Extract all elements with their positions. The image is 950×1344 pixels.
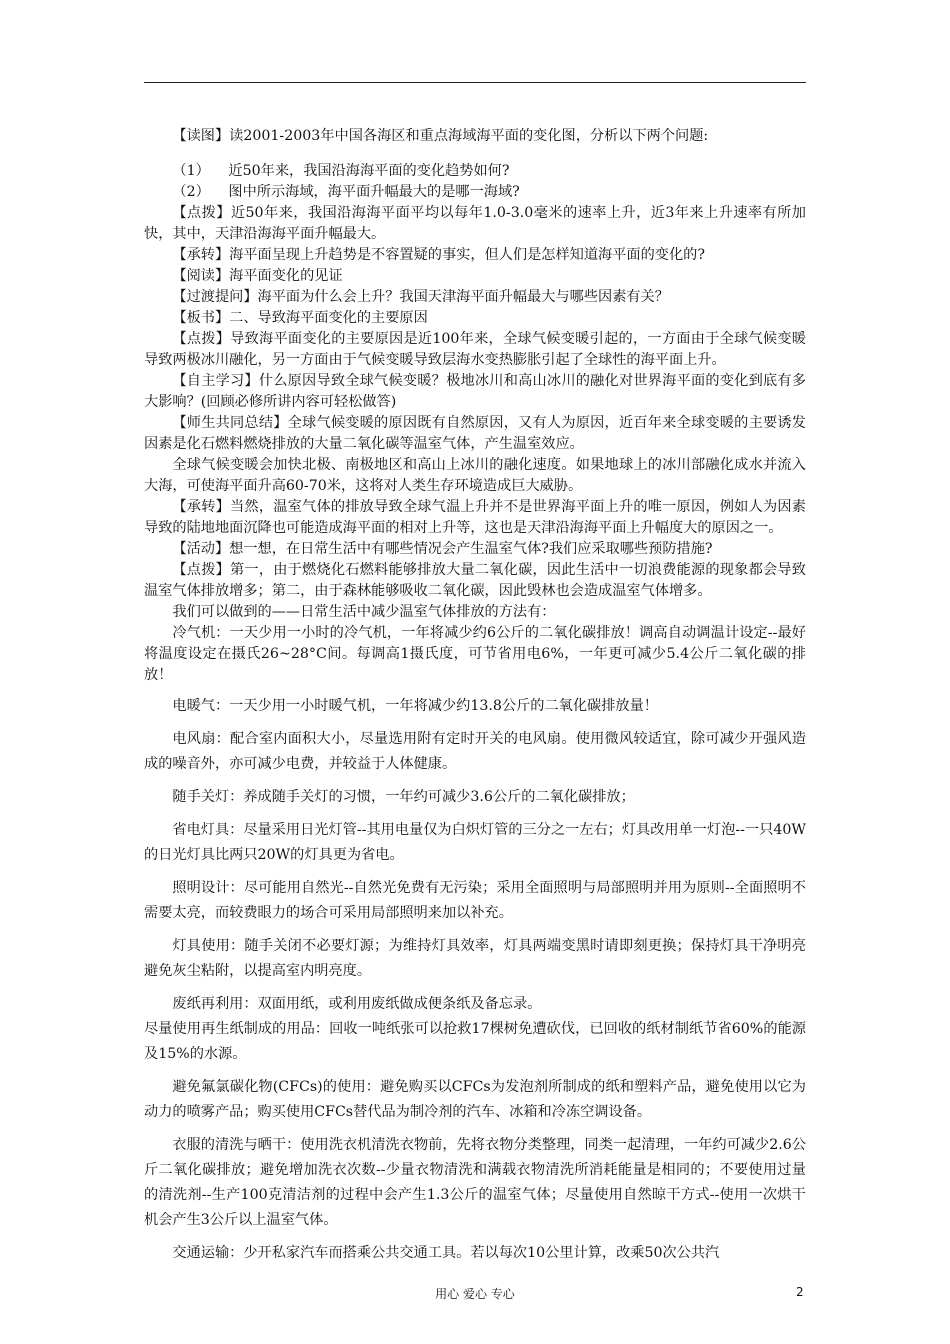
paragraph-board: 【板书】二、导致海平面变化的主要原因	[172, 310, 428, 326]
paragraph-lighting-design: 照明设计：尽可能用自然光--自然光免费有无污染；采用全面照明与局部照明并用为原则--全面照明不需要太亮，而较费眼力的场合可采用局部照明来加以补充。	[144, 880, 806, 921]
question-1-number: （1）	[172, 163, 210, 179]
paragraph-read-chart: 【读图】读2001-2003年中国各海区和重点海域海平面的变化图，分析以下两个问题:	[172, 128, 709, 144]
paragraph-heater: 电暖气：一天少用一小时暖气机，一年将减少约13.8公斤的二氧化碳排放量！	[172, 698, 658, 714]
paragraph-hint-2: 【点拨】导致海平面变化的主要原因是近100年来，全球气候变暖引起的，一方面由于全球气候变暖导致两极冰川融化，另一方面由于气候变暖导致层海水变热膨胀引起了全球性的海平面上升。	[144, 331, 806, 368]
paragraph-cfcs: 避免氟氯碳化物(CFCs)的使用：避免购买以CFCs为发泡剂所制成的纸和塑料产品，避免使用以它为动力的喷雾产品；购买使用CFCs替代品为制冷剂的汽车、冰箱和冷冻空调设备。	[144, 1079, 806, 1120]
header-rule	[144, 82, 806, 83]
paragraph-lamp-usage: 灯具使用：随手关闭不必要灯源；为维持灯具效率，灯具两端变黑时请即刻更换；保持灯具干净明亮避免灰尘粘附，以提高室内明亮度。	[144, 938, 806, 979]
paragraph-saving-lamps: 省电灯具：尽量采用日光灯管--其用电量仅为白炽灯管的三分之一左右；灯具改用单一灯泡--一只40W的日光灯具比两只20W的灯具更为省电。	[144, 822, 806, 863]
paragraph-warming: 全球气候变暖会加快北极、南极地区和高山上冰川的融化速度。如果地球上的冰川部融化成水并流入大海，可使海平面升高60-70米，这将对人类生存环境造成巨大威胁。	[144, 457, 806, 494]
paragraph-question: 【过渡提问】海平面为什么会上升？我国天津海平面升幅最大与哪些因素有关？	[172, 289, 669, 305]
question-1-text: 近50年来，我国沿海海平面的变化趋势如何?	[228, 163, 510, 179]
paragraph-transition-1: 【承转】海平面呈现上升趋势是不容置疑的事实，但人们是怎样知道海平面的变化的?	[172, 247, 705, 263]
paragraph-paper-reuse: 废纸再利用：双面用纸，或利用废纸做成便条纸及备忘录。	[172, 996, 542, 1012]
paragraph-reading: 【阅读】海平面变化的见证	[172, 268, 343, 284]
paragraph-fan: 电风扇：配合室内面积大小，尽量选用附有定时开关的电风扇。使用微风较适宜，除可减少开强风造成的噪音外，亦可减少电费，并较益于人体健康。	[144, 731, 806, 772]
paragraph-summary: 【师生共同总结】全球气候变暖的原因既有自然原因，又有人为原因，近百年来全球变暖的主要诱发因素是化石燃料燃烧排放的大量二氧化碳等温室气体，产生温室效应。	[144, 415, 806, 452]
page-number: 2	[796, 1285, 804, 1299]
question-2-number: （2）	[172, 184, 210, 200]
paragraph-self-study: 【自主学习】什么原因导致全球气候变暖？极地冰川和高山冰川的融化对世界海平面的变化到底有多大影响？(回顾必修所讲内容可轻松做答)	[144, 373, 806, 410]
footer-slogan: 用心 爱心 专心	[435, 1287, 515, 1301]
paragraph-air-conditioner: 冷气机：一天少用一小时的冷气机，一年将减少约6公斤的二氧化碳排放！调高自动调温计设定--最好将温度设定在摄氏26~28°C间。每调高1摄氏度，可节省用电6%，一年更可减少5.4公斤二氧化碳的排放！	[144, 625, 806, 683]
paragraph-hint-1: 【点拨】近50年来，我国沿海海平面平均以每年1.0-3.0毫米的速率上升，近3年来上升速率有所加快，其中，天津沿海海平面升幅最大。	[144, 205, 806, 242]
paragraph-transport: 交通运输：少开私家汽车而搭乘公共交通工具。若以每次10公里计算，改乘50次公共汽	[172, 1245, 720, 1261]
paragraph-recycled-paper: 尽量使用再生纸制成的用品：回收一吨纸张可以抢救17棵树免遭砍伐，已回收的纸材制纸节省60%的能源及15%的水源。	[144, 1021, 806, 1062]
paragraph-hint-3: 【点拨】第一，由于燃烧化石燃料能够排放大量二氧化碳，因此生活中一切浪费能源的现象都会导致温室气体排放增多；第二，由于森林能够吸收二氧化碳，因此毁林也会造成温室气体增多。	[144, 562, 806, 599]
paragraph-laundry: 衣服的清洗与晒干：使用洗衣机清洗衣物前，先将衣物分类整理，同类一起清理，一年约可减少2.6公斤二氧化碳排放；避免增加洗衣次数--少量衣物清洗和满载衣物清洗所消耗能量是相同的；不要使用过量的清洗剂--生产100克清洁剂的过程中会产生1.3公斤的温室气体；尽量使用自然晾干方式--使用一次烘干机会产生3公斤以上温室气体。	[144, 1137, 806, 1228]
question-2-text: 图中所示海域，海平面升幅最大的是哪一海域?	[228, 184, 520, 200]
paragraph-lights-off: 随手关灯：养成随手关灯的习惯，一年约可减少3.6公斤的二氧化碳排放；	[172, 789, 635, 805]
paragraph-activity: 【活动】想一想，在日常生活中有哪些情况会产生温室气体?我们应采取哪些预防措施?	[172, 541, 713, 557]
paragraph-transition-2: 【承转】当然，温室气体的排放导致全球气温上升并不是世界海平面上升的唯一原因，例如人为因素导致的陆地地面沉降也可能造成海平面的相对上升等，这也是天津沿海海平面上升幅度大的原因之一。	[144, 499, 806, 536]
question-1	[144, 161, 806, 182]
question-2	[144, 182, 806, 203]
document-body	[144, 126, 806, 1266]
paragraph-methods-intro: 我们可以做到的——日常生活中减少温室气体排放的方法有：	[172, 604, 556, 620]
